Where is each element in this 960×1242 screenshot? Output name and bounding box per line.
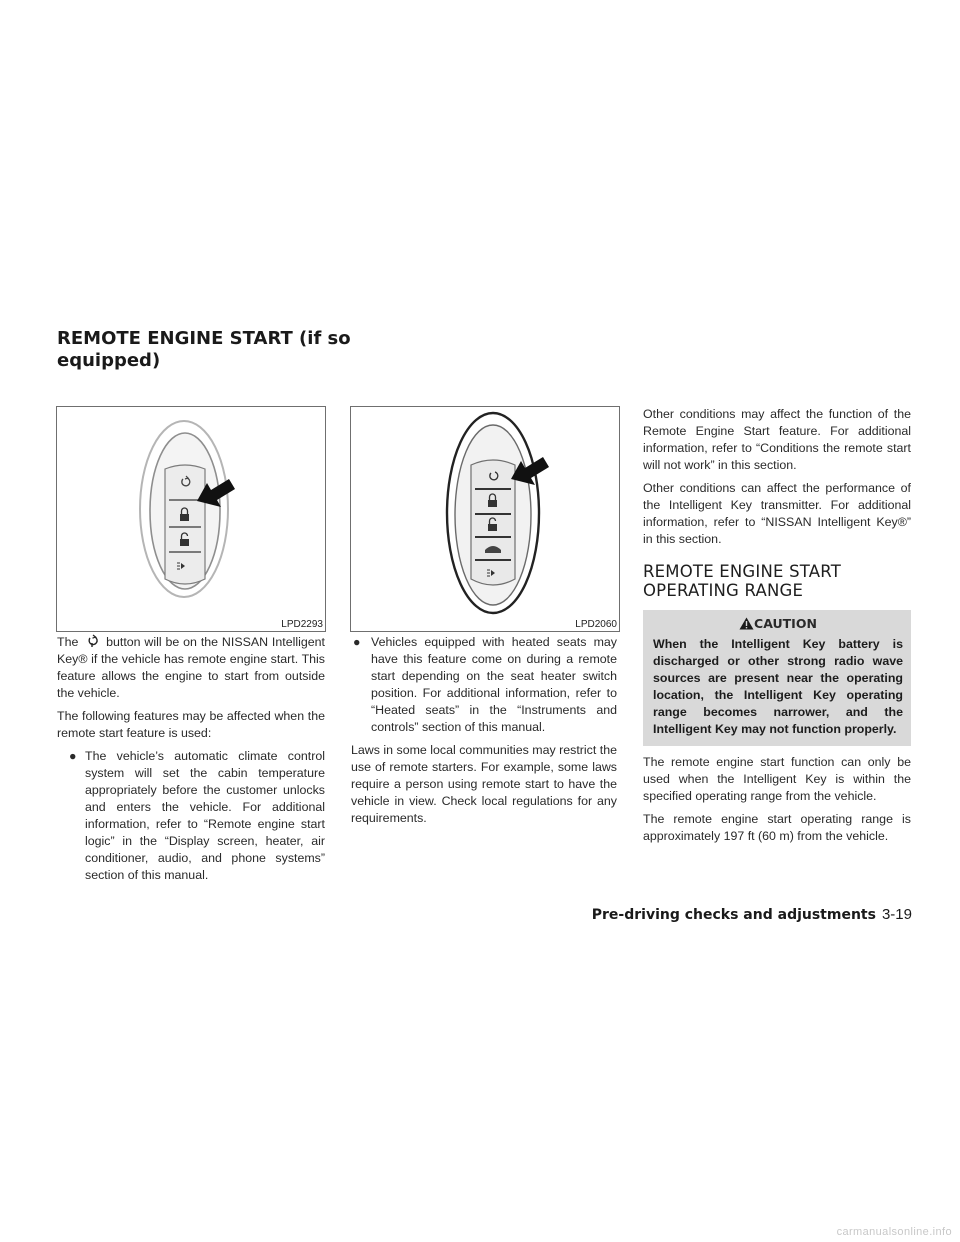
figure-intelligent-key-1 xyxy=(56,406,326,632)
laws-paragraph: Laws in some local communities may restrict the use of remote starters. For example, some laws require a person using remote start to have the vehicle in view. Check local regulations for any requirements. xyxy=(351,743,617,825)
bullet-dot: ● xyxy=(353,635,361,649)
conditions-paragraph: Other conditions may affect the function of the Remote Engine Start feature. For additional information, refer to “Conditions the remote start will not work” in this section. xyxy=(643,407,911,472)
transmitter-paragraph: Other conditions can affect the performance of the Intelligent Key transmitter. For additional information, refer to “NISSAN Intelligent Key®” in this section. xyxy=(643,481,911,546)
bullet-dot: ● xyxy=(69,749,77,763)
caution-header xyxy=(653,616,903,632)
bullet-item xyxy=(351,634,617,736)
warning-triangle-icon xyxy=(739,617,754,630)
page-number: 3-19 xyxy=(881,906,912,923)
intelligent-key-illustration xyxy=(57,407,325,631)
remote-start-icon xyxy=(83,634,101,648)
operating-range-heading xyxy=(643,562,911,600)
features-intro: The following features may be affected when the remote start feature is used: xyxy=(57,709,325,740)
text-column-1 xyxy=(57,634,325,890)
caution-box xyxy=(643,610,911,746)
text-column-2 xyxy=(351,634,617,833)
intro-text-end: button will be on the NISSAN Intelligent Key® if the vehicle has remote engine start. This feature allows the engine to start from outside the vehicle. xyxy=(57,635,325,700)
bullet-text: Vehicles equipped with heated seats may have this feature come on during a remote start depending on the seat heater switch position. For additional information, refer to “Heated seats” in the “Instruments and controls” section of this manual. xyxy=(371,635,617,734)
heading-line-1: REMOTE ENGINE START xyxy=(643,562,841,581)
text-column-3 xyxy=(643,406,911,851)
watermark: carmanualsonline.info xyxy=(836,1226,952,1238)
chapter-title: Pre-driving checks and adjustments xyxy=(591,907,876,923)
figure-intelligent-key-2 xyxy=(350,406,620,632)
caution-text: When the Intelligent Key battery is discharged or other strong radio wave sources are present near the operating location, the Intelligent Key operating range becomes narrower, and the Intelligent Key may not function properly. xyxy=(653,637,903,736)
figure-caption: LPD2293 xyxy=(281,619,323,630)
bullet-item xyxy=(57,748,325,884)
range-distance-paragraph: The remote engine start operating range is approximately 197 ft (60 m) from the vehicle. xyxy=(643,812,911,843)
intro-paragraph xyxy=(57,634,325,702)
intelligent-key-illustration xyxy=(351,407,619,631)
intro-text-start: The xyxy=(57,635,79,649)
caution-label: CAUTION xyxy=(754,616,817,631)
bullet-text: The vehicle’s automatic climate control system will set the cabin temperature appropriately before the customer unlocks and enters the vehicle. For additional information, refer to “Remote engine start logic” in the “Display screen, heater, air conditioner, audio, and phone systems” section of this manual. xyxy=(85,749,325,882)
heading-line-2: OPERATING RANGE xyxy=(643,581,804,600)
page-footer xyxy=(592,906,912,924)
range-paragraph: The remote engine start function can only be used when the Intelligent Key is within the specified operating range from the vehicle. xyxy=(643,755,911,803)
section-title: REMOTE ENGINE START (if so equipped) xyxy=(57,328,351,371)
figure-caption: LPD2060 xyxy=(575,619,617,630)
